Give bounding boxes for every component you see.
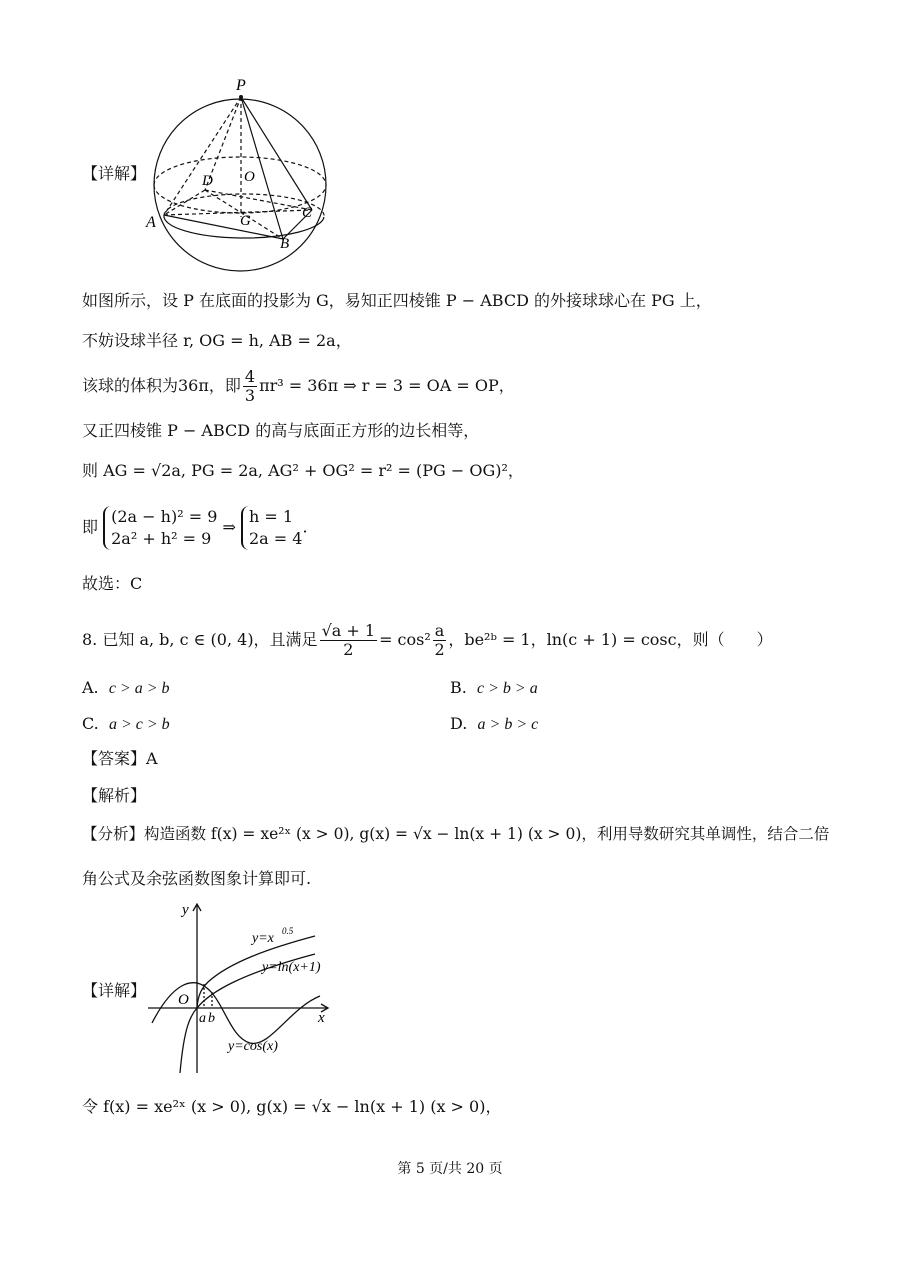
label-y-axis: y — [182, 902, 189, 918]
function-graph — [140, 898, 340, 1076]
sphere-outline — [154, 99, 326, 271]
sphere-pyramid-figure — [140, 72, 340, 277]
analysis-label-8: 【解析】 — [82, 786, 147, 805]
label-C: C — [302, 205, 313, 221]
label-B: B — [280, 236, 290, 252]
detail-label-8: 【详解】 — [82, 981, 147, 1000]
label-curve-sqrt-exp: 0.5 — [282, 926, 294, 936]
sphere-equator-front — [154, 185, 326, 213]
label-D: D — [202, 173, 213, 189]
label-G: G — [240, 213, 251, 229]
answer-line-7: 故选：C — [82, 574, 143, 593]
label-O: O — [244, 169, 255, 185]
solution-line-6: 即 (2a − h)² = 9 2a² + h² = 9 ⇒ h = 1 2a = 4 . — [82, 507, 308, 548]
label-a: a — [199, 1011, 206, 1026]
fenxi-line-1: 【分析】构造函数 f(x) = xe²ˣ (x > 0), g(x) = √x − ln(x + 1) (x > 0)，利用导数研究其单调性，结合二倍 — [82, 825, 830, 843]
label-b: b — [208, 1011, 215, 1026]
answer-8: 【答案】A — [82, 749, 158, 768]
label-x-axis: x — [318, 1010, 325, 1026]
solution-line-1: 如图所示，设 P 在底面的投影为 G，易知正四棱锥 P − ABCD 的外接球球心在 PG 上， — [82, 291, 712, 310]
solution-last-line: 令 f(x) = xe²ˣ (x > 0), g(x) = √x − ln(x + 1) (x > 0)， — [82, 1097, 502, 1116]
detail-label-7: 【详解】 — [82, 164, 147, 183]
solution-line-4: 又正四棱锥 P − ABCD 的高与底面正方形的边长相等， — [82, 421, 480, 440]
page-footer: 第 5 页/共 20 页 — [397, 1161, 503, 1177]
option-A[interactable]: A. c > a > b — [82, 678, 170, 697]
option-D[interactable]: D. a > b > c — [450, 714, 539, 733]
solution-line-3: 该球的体积为36π，即 $\frac{4}{3}$ πr³ = 36π ⇒ r = 3 = OA = OP， — [82, 367, 515, 405]
label-origin: O — [178, 992, 189, 1008]
fenxi-line-2: 角公式及余弦函数图象计算即可. — [82, 869, 312, 888]
question-8-stem: 8. 已知 a, b, c ∈ (0, 4)，且满足 $\frac{√a + 1}{2}$ = cos² $\frac{a}{2}$ ，be²ᵇ = 1，ln(c + 1) = cosc，则（ ） — [82, 621, 773, 659]
sphere-equator-back — [154, 157, 326, 185]
solution-line-2: 不妨设球半径 r, OG = h, AB = 2a， — [82, 331, 352, 350]
label-curve-ln: y=ln(x+1) — [262, 960, 321, 975]
label-curve-cos: y=cos(x) — [228, 1039, 278, 1054]
solution-line-5: 则 AG = √2a, PG = 2a, AG² + OG² = r² = (PG − OG)²， — [82, 461, 524, 480]
option-B[interactable]: B. c > b > a — [450, 678, 538, 697]
option-C[interactable]: C. a > c > b — [82, 714, 170, 733]
label-curve-sqrt: y=x — [252, 931, 274, 946]
label-P: P — [236, 77, 246, 94]
label-A: A — [146, 214, 156, 231]
